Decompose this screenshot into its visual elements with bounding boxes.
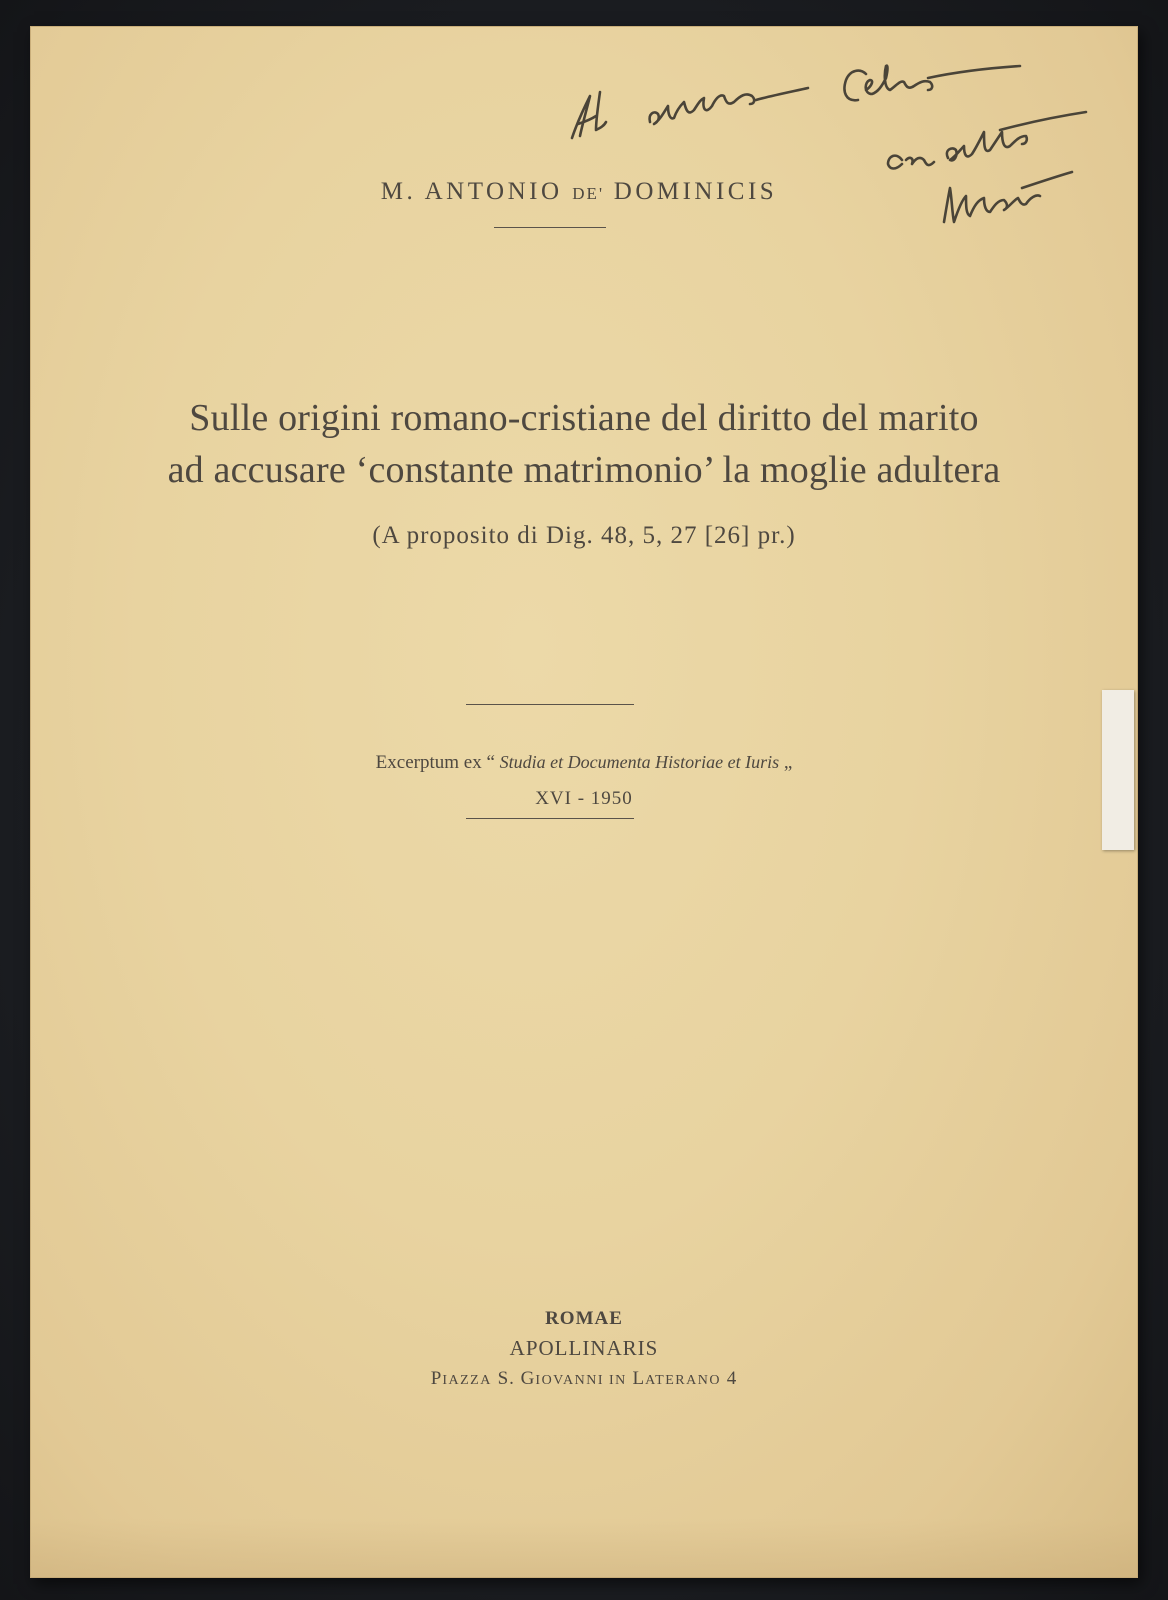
author-rule (494, 227, 606, 228)
imprint-address: PIAZZA S. GIOVANNI IN LATERANO 4 (430, 1368, 738, 1389)
paper-tab (1102, 690, 1134, 850)
excerpt-line: Excerptum ex “ Studia et Documenta Historiae et Iuris „ (375, 752, 793, 773)
series-volume: XVI - 1950 (535, 788, 633, 809)
title-line-1: Sulle origini romano-cristiane del diritto del marito (189, 397, 979, 439)
lower-rule (466, 818, 634, 819)
title-line-2: ad accusare ‘constante matrimonio’ la moglie adultera (167, 449, 1001, 491)
cover-shading (30, 1518, 1138, 1578)
imprint-place: ROMAE (545, 1308, 623, 1329)
journal-title: Studia et Documenta Historiae et Iuris (499, 752, 780, 772)
booklet-cover (30, 26, 1138, 1578)
upper-rule (466, 704, 634, 705)
subtitle: (A proposito di Dig. 48, 5, 27 [26] pr.) (372, 522, 796, 549)
imprint-publisher: APOLLINARIS (509, 1336, 659, 1360)
author-name: M. ANTONIO DE' DOMINICIS (380, 178, 778, 205)
